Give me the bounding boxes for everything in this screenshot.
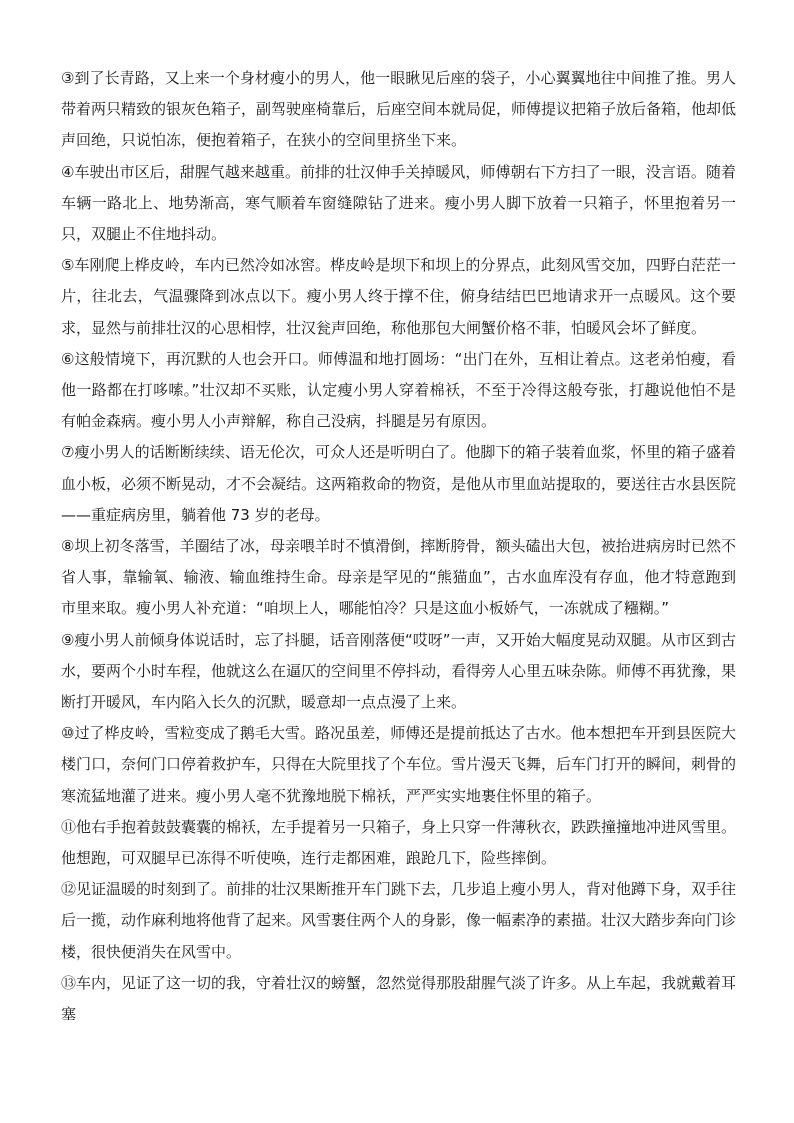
paragraph-11: ⑪他右手抱着鼓鼓囊囊的棉袄，左手提着另一只箱子，身上只穿一件薄秋衣，跌跌撞撞地冲进风雪里。他想跑，可双腿早已冻得不听使唤，连行走都困难，踉跄几下，险些摔倒。: [61, 817, 737, 868]
paragraph-7: ⑦瘦小男人的话断断续续、语无伦次，可众人还是听明白了。他脚下的箱子装着血浆，怀里的箱子盛着血小板，必须不断晃动，才不会凝结。这两箱救命的物资，是他从市里血站提取的，要送往古水县医院——重症病房里，躺着他 73 岁的老母。: [61, 443, 737, 524]
document-page: [61, 63, 736, 1030]
paragraph-5: ⑤车刚爬上桦皮岭，车内已然冷如冰窖。桦皮岭是坝下和坝上的分界点，此刻风雪交加，四野白茫茫一片，往北去，气温骤降到冰点以下。瘦小男人终于撑不住，俯身结结巴巴地请求开一点暖风。这个要求，显然与前排壮汉的心思相悖，壮汉瓮声回绝，称他那包大闸蟹价格不菲，怕暖风会坏了鲜度。: [61, 256, 736, 337]
paragraph-3: ③到了长青路，又上来一个身材瘦小的男人，他一眼瞅见后座的袋子，小心翼翼地往中间推了推。男人带着两只精致的银灰色箱子，副驾驶座椅靠后，后座空间本就局促，师傅提议把箱子放后备箱，他却低声回绝，只说怕冻，便抱着箱子，在狭小的空间里挤坐下来。: [61, 69, 737, 150]
paragraph-13: ⑬车内，见证了这一切的我，守着壮汉的螃蟹，忽然觉得那股甜腥气淡了许多。从上车起，我就戴着耳塞: [61, 973, 737, 1024]
paragraph-8: ⑧坝上初冬落雪，羊圈结了冰，母亲喂羊时不慎滑倒，摔断胯骨，额头磕出大包，被抬进病房时已然不省人事，靠输氧、输液、输血维持生命。母亲是罕见的“熊猫血”，古水血库没有存血，他才特意跑到市里来取。瘦小男人补充道：“咱坝上人，哪能怕冷？只是这血小板娇气，一冻就成了糨糊。”: [61, 537, 736, 618]
paragraph-4: ④车驶出市区后，甜腥气越来越重。前排的壮汉伸手关掉暖风，师傅朝右下方扫了一眼，没言语。随着车辆一路北上、地势渐高，寒气顺着车窗缝隙钻了进来。瘦小男人脚下放着一只箱子，怀里抱着另一只，双腿止不住地抖动。: [61, 162, 736, 244]
paragraph-9: ⑨瘦小男人前倾身体说话时，忘了抖腿，话音刚落便“哎呀”一声，又开始大幅度晃动双腿。从市区到古水，要两个小时车程，他就这么在逼仄的空间里不停抖动，看得旁人心里五味杂陈。师傅不再犹豫，果断打开暖风，车内陷入长久的沉默，暖意却一点点漫了上来。: [61, 630, 737, 712]
paragraph-12: ⑫见证温暖的时刻到了。前排的壮汉果断推开车门跳下去，几步追上瘦小男人，背对他蹲下身，双手往后一揽，动作麻利地将他背了起来。风雪裹住两个人的身影，像一幅素净的素描。壮汉大踏步奔向门诊楼，很快便消失在风雪中。: [61, 880, 737, 961]
paragraph-6: ⑥这般情境下，再沉默的人也会开口。师傅温和地打圆场：“出门在外，互相让着点。这老弟怕瘦，看他一路都在打哆嗦。”壮汉却不买账，认定瘦小男人穿着棉袄，不至于冷得这般夸张，打趣说他怕不是有帕金森病。瘦小男人小声辩解，称自己没病，抖腿是另有原因。: [61, 349, 736, 431]
paragraph-10: ⑩过了桦皮岭，雪粒变成了鹅毛大雪。路况虽差，师傅还是提前抵达了古水。他本想把车开到县医院大楼门口，奈何门口停着救护车，只得在大院里找了个车位。雪片漫天飞舞，后车门打开的瞬间，刺骨的寒流猛地灌了进来。瘦小男人毫不犹豫地脱下棉袄，严严实实地裹住怀里的箱子。: [61, 724, 737, 805]
